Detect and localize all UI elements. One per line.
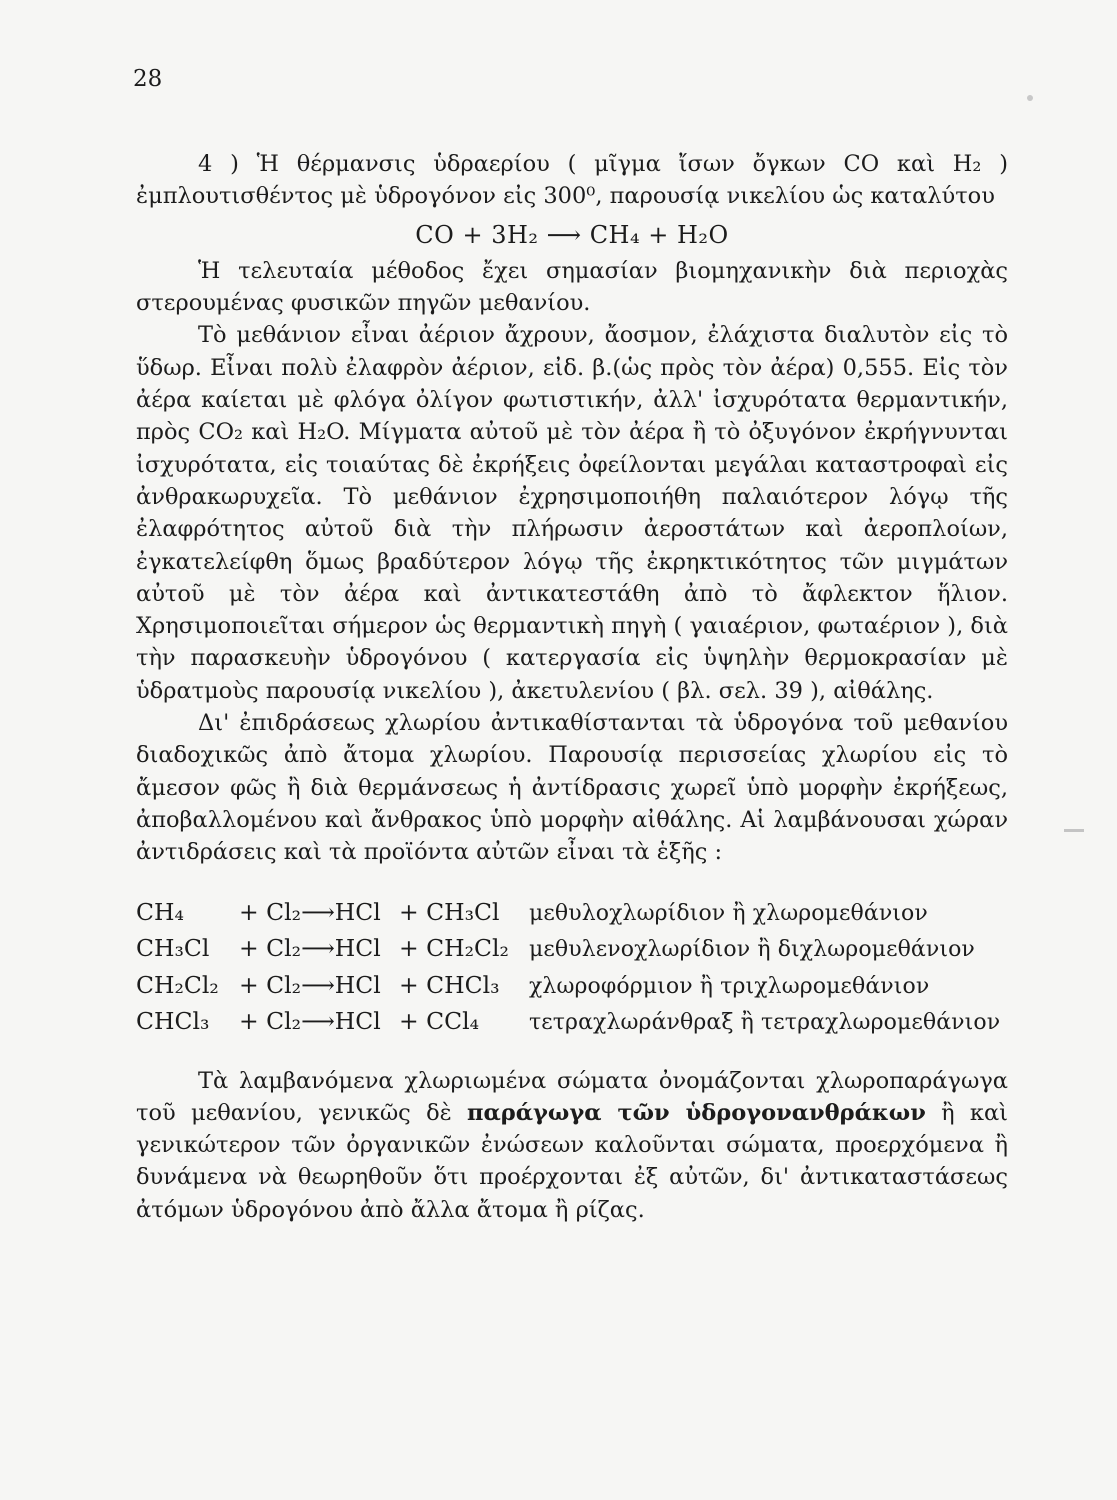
print-mark <box>1064 829 1084 832</box>
reaction-reactant: CH₂Cl₂ <box>136 970 219 999</box>
reaction-product-name: μεθυλενοχλωρίδιον ἢ διχλωρομεθάνιον <box>529 937 975 963</box>
derivatives-term: παράγωγα τῶν ὑδρογονανθράκων <box>467 1099 926 1126</box>
reaction-product-name: χλωροφόρμιον ἢ τριχλωρομεθάνιον <box>529 973 930 999</box>
reaction-reagent: + Cl₂⟶HCl <box>239 897 381 926</box>
reaction-row <box>136 895 1008 932</box>
reaction-product: + CH₃Cl <box>399 897 500 926</box>
body-text <box>136 148 1008 1226</box>
paragraph-industrial-method: Ἡ τελευταία μέθοδος ἔχει σημασίαν βιομηχανικὴν διὰ περιοχὰς στερουμένας φυσικῶν πηγῶν μεθανίου. <box>136 257 1008 317</box>
chlorination-reactions <box>136 895 1008 1041</box>
reaction-reactant: CH₄ <box>136 897 184 926</box>
reaction-reagent: + Cl₂⟶HCl <box>239 970 381 999</box>
reaction-reactant: CHCl₃ <box>136 1007 210 1036</box>
paragraph-chlorination: Δι' ἐπιδράσεως χλωρίου ἀντικαθίστανται τὰ ὑδρογόνα τοῦ μεθανίου διαδοχικῶς ἀπὸ ἄτομα χλωρίου. Παρουσίᾳ περισσείας χλωρίου εἰς τὸ ἄμεσον φῶς ἢ διὰ θερμάνσεως ἡ ἀντίδρασις χωρεῖ ὑπὸ μορφὴν ἐκρήξεως, ἀποβαλλομένου καὶ ἄνθρακος ὑπὸ μορφὴν αἰθάλης. Αἱ λαμβάνουσαι χώραν ἀντιδράσεις καὶ τὰ προϊόντα αὐτῶν εἶναι τὰ ἑξῆς : <box>136 710 1008 866</box>
page-number: 28 <box>133 66 163 92</box>
reaction-row <box>136 1004 1008 1041</box>
derivatives-text-start: Τὰ λαμβανόμενα χλωριωμένα σώματα ὀνομάζονται χλωροπαράγωγα τοῦ μεθανίου, γενικῶς δὲ <box>136 1067 1008 1126</box>
equation-methanation: CO + 3H₂ ⟶ CH₄ + H₂O <box>415 220 729 249</box>
paragraph-methane-properties: Τὸ μεθάνιον εἶναι ἀέριον ἄχρουν, ἄοσμον, ἐλάχιστα διαλυτὸν εἰς τὸ ὕδωρ. Εἶναι πολὺ ἐλαφρὸν ἀέριον, εἰδ. β.(ὡς πρὸς τὸν ἀέρα) 0,555. Εἰς τὸν ἀέρα καίεται μὲ φλόγα ὀλίγον φωτιστικήν, ἀλλ' ἰσχυρότατα θερμαντικήν, πρὸς CO₂ καὶ H₂O. Μίγματα αὐτοῦ μὲ τὸν ἀέρα ἢ τὸ ὀξυγόνον ἐκρήγνυνται ἰσχυρότατα, εἰς τοιαύτας δὲ ἐκρήξεις ὀφείλονται μεγάλαι καταστροφαὶ εἰς ἀνθρακωρυχεῖα. Τὸ μεθάνιον ἐχρησιμοποιήθη παλαιότερον λόγῳ τῆς ἐλαφρότητος αὐτοῦ διὰ τὴν πλήρωσιν ἀεροστάτων καὶ ἀεροπλοίων, ἐγκατελείφθη ὅμως βραδύτερον λόγῳ τῆς ἐκρηκτικότητος τῶν μιγμάτων αὐτοῦ μὲ τὸν ἀέρα καὶ ἀντικατεστάθη ἀπὸ τὸ ἄφλεκτον ἥλιον. Χρησιμοποιεῖται σήμερον ὡς θερμαντικὴ πηγὴ ( γαιαέριον, φωταέριον ), διὰ τὴν παρασκευὴν ὑδρογόνου ( κατεργασία εἰς ὑψηλὴν θερμοκρασίαν μὲ ὑδρατμοὺς παρουσίᾳ νικελίου ), ἀκετυλενίου ( βλ. σελ. 39 ), αἰθάλης. <box>136 322 1008 704</box>
paragraph-derivatives <box>136 1065 1008 1226</box>
reaction-reagent: + Cl₂⟶HCl <box>239 934 381 963</box>
derivatives-text-end: ἢ καὶ γενικώτερον τῶν ὀργανικῶν ἐνώσεων καλοῦνται σώματα, προερχόμενα ἢ δυνάμενα νὰ θεωρηθοῦν ὅτι προέρχονται ἐξ αὐτῶν, δι' ἀντικαταστάσεως ἀτόμων ὑδρογόνου ἀπὸ ἄλλα ἄτομα ἢ ρίζας. <box>136 1099 1008 1223</box>
reaction-product: + CHCl₃ <box>399 970 500 999</box>
reaction-row <box>136 931 1008 968</box>
reaction-reagent: + Cl₂⟶HCl <box>239 1007 381 1036</box>
reaction-reactant: CH₃Cl <box>136 934 210 963</box>
reaction-product-name: τετραχλωράνθραξ ἢ τετραχλωρομεθάνιον <box>529 1010 1001 1036</box>
paragraph-hydrogenation: 4 ) Ἡ θέρμανσις ὑδραερίου ( μῖγμα ἴσων ὄγκων CO καὶ H₂ ) ἐμπλουτισθέντος μὲ ὑδρογόνον εἰς 300⁰, παρουσίᾳ νικελίου ὡς καταλύτου <box>136 151 1008 210</box>
print-speck <box>1027 95 1033 101</box>
reaction-product-name: μεθυλοχλωρίδιον ἢ χλωρομεθάνιον <box>529 900 928 926</box>
reaction-product: + CCl₄ <box>399 1007 480 1036</box>
reaction-row <box>136 968 1008 1005</box>
reaction-product: + CH₂Cl₂ <box>399 934 509 963</box>
